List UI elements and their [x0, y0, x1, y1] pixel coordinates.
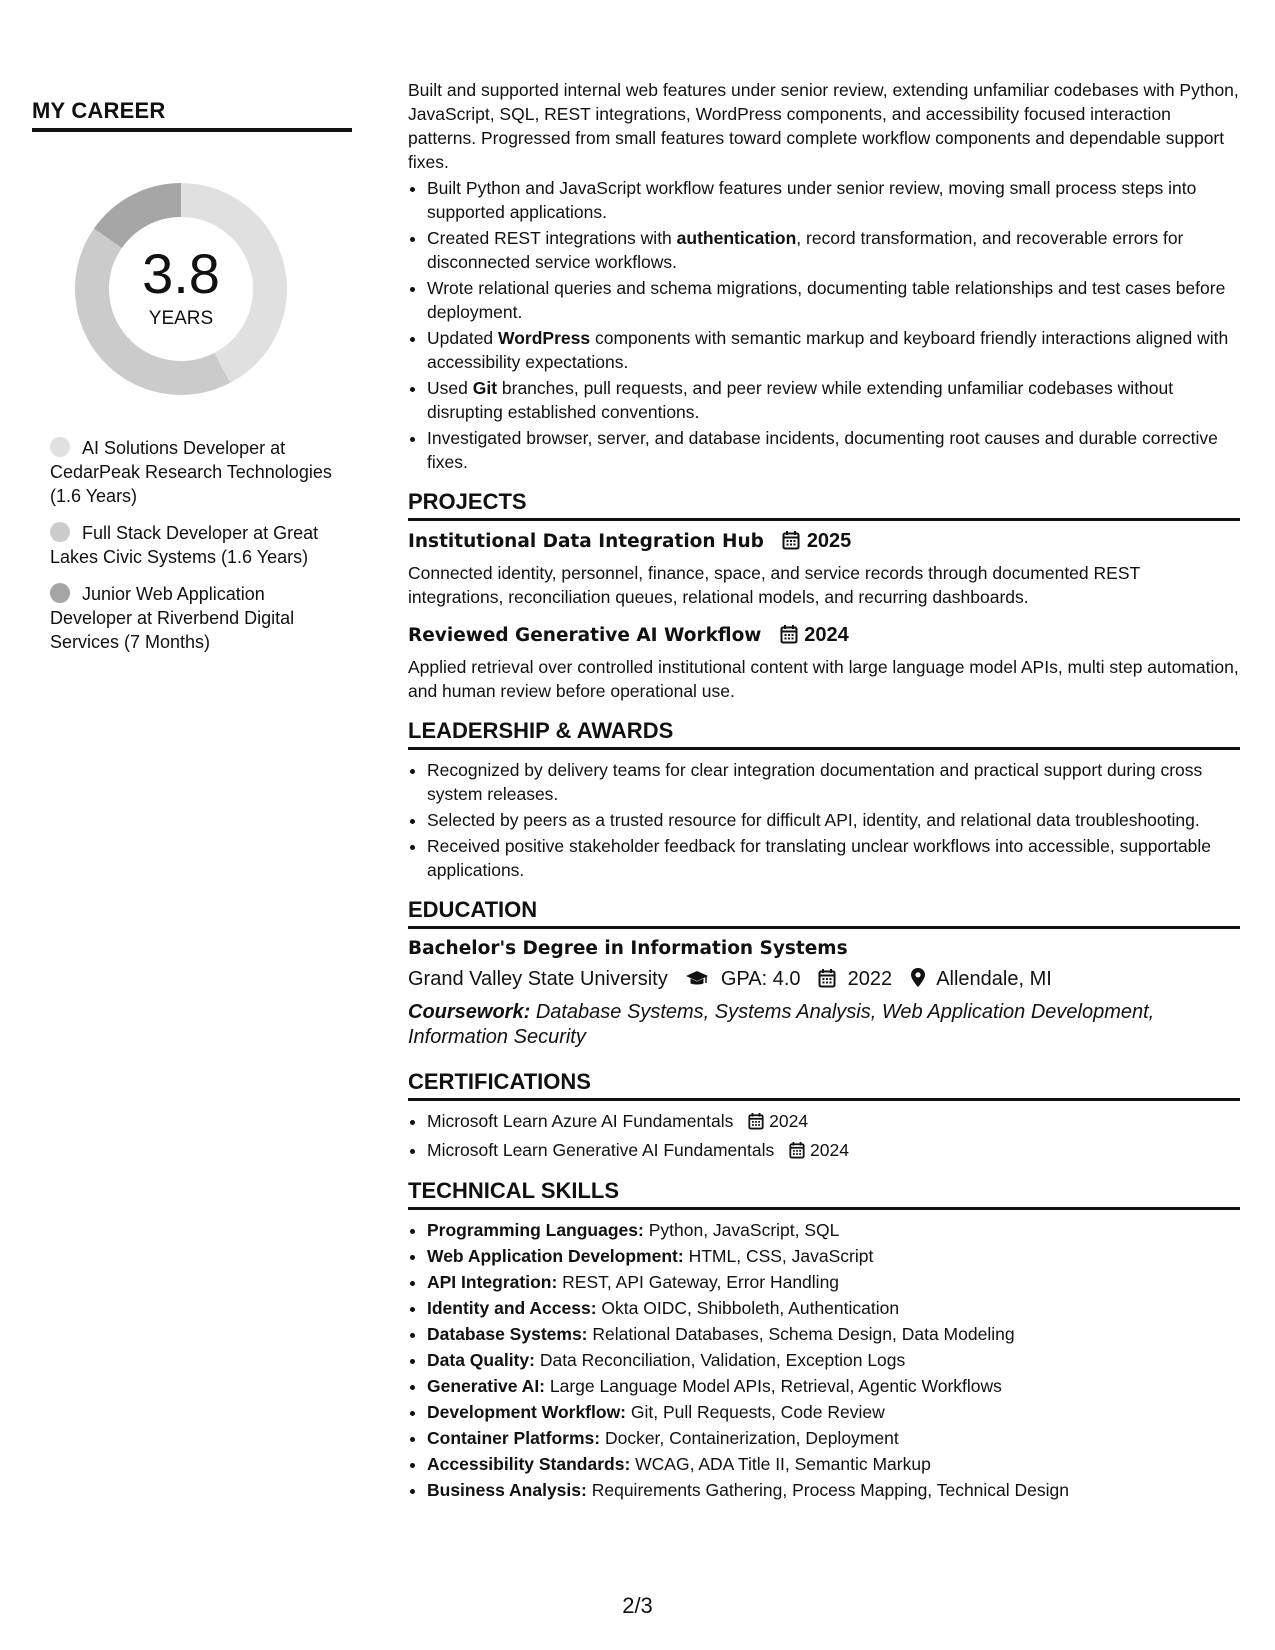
donut-center: [66, 174, 296, 404]
list-item: [427, 1452, 1240, 1476]
legend-item: [50, 436, 335, 508]
project-name: Institutional Data Integration Hub: [408, 531, 764, 552]
project-name: Reviewed Generative AI Workflow: [408, 625, 762, 646]
career-total-value: 3.8: [142, 242, 220, 305]
coursework-list: Database Systems, Systems Analysis, Web Application Development, Information Security: [408, 1001, 1155, 1048]
list-item: [427, 376, 1240, 424]
skills-list: [408, 1218, 1240, 1502]
certifications-section: [408, 1070, 1240, 1165]
skill-category: Development Workflow:: [427, 1402, 627, 1422]
skill-values: Large Language Model APIs, Retrieval, Agentic Workflows: [549, 1376, 1002, 1396]
certification-year: 2024: [769, 1111, 809, 1131]
list-item: • Selected by peers as a trusted resource for difficult API, identity, and relational data troubleshooting.: [427, 808, 1240, 832]
skill-category: API Integration:: [427, 1272, 558, 1292]
bullet-emphasis: authentication: [676, 228, 797, 248]
bullet-text: branches, pull requests, and peer review while extending unfamiliar codebases without disrupting established conventions.: [427, 378, 1174, 422]
project-title: [408, 623, 1240, 651]
school-name: Grand Valley State University: [408, 968, 668, 990]
career-sidebar: [32, 98, 352, 667]
list-item: [427, 1426, 1240, 1450]
bullet-text: Updated: [427, 328, 499, 348]
list-item: [427, 1348, 1240, 1372]
projects-section: [408, 490, 1240, 703]
list-item: [427, 1296, 1240, 1320]
education-meta: [408, 967, 1240, 994]
coursework-label: Coursework:: [408, 1001, 531, 1023]
skill-category: Generative AI:: [427, 1376, 546, 1396]
section-title-leadership: LEADERSHIP & AWARDS: [408, 719, 1240, 750]
calendar-icon: [818, 968, 836, 994]
skill-category: Database Systems:: [427, 1324, 588, 1344]
sidebar-title: MY CAREER: [32, 98, 352, 132]
leadership-bullets: [408, 758, 1240, 882]
coursework: [408, 1000, 1240, 1050]
calendar-icon: [748, 1112, 764, 1136]
section-title-certifications: CERTIFICATIONS: [408, 1070, 1240, 1101]
bullet-emphasis: WordPress: [498, 328, 591, 348]
legend-label: Full Stack Developer at Great Lakes Civic Systems (1.6 Years): [50, 523, 319, 567]
calendar-icon: [782, 530, 800, 557]
list-item: [427, 226, 1240, 274]
experience-section: [408, 78, 1240, 474]
leadership-section: [408, 719, 1240, 882]
bullet-text: Wrote relational queries and schema migrations, documenting table relationships and test cases before deployment.: [427, 278, 1226, 322]
legend-label: Junior Web Application Developer at Riverbend Digital Services (7 Months): [50, 584, 295, 652]
list-item: [427, 1138, 1240, 1165]
bullet-text: Used: [427, 378, 473, 398]
certifications-list: [408, 1109, 1240, 1165]
graduation-year: 2022: [847, 968, 893, 990]
list-item: [427, 1270, 1240, 1294]
skill-category: Programming Languages:: [427, 1220, 644, 1240]
skill-category: Business Analysis:: [427, 1480, 587, 1500]
experience-summary: Built and supported internal web features under senior review, extending unfamiliar codebases with Python, JavaScript, SQL, REST integrations, WordPress components, and accessibility focused interaction patterns. Progressed from small features toward complete workflow components and dependable support fixes.: [408, 80, 1239, 172]
career-donut-chart: [66, 174, 296, 404]
graduation-cap-icon: [685, 970, 709, 994]
skill-category: Web Application Development:: [427, 1246, 684, 1266]
skill-values: Relational Databases, Schema Design, Data Modeling: [592, 1324, 1015, 1344]
career-total-unit: YEARS: [148, 308, 214, 329]
legend-item: [50, 582, 335, 654]
skill-values: Git, Pull Requests, Code Review: [630, 1402, 885, 1422]
map-pin-icon: [910, 967, 926, 994]
project-year: 2024: [804, 624, 849, 646]
list-item: • Received positive stakeholder feedback for translating unclear workflows into accessible, supportable applications.: [427, 834, 1240, 882]
skill-values: Requirements Gathering, Process Mapping, Technical Design: [591, 1480, 1070, 1500]
calendar-icon: [789, 1141, 805, 1165]
section-title-education: EDUCATION: [408, 898, 1240, 929]
bullet-emphasis: Git: [472, 378, 498, 398]
project-description: Applied retrieval over controlled institutional content with large language model APIs, multi step automation, and human review before operational use.: [408, 657, 1239, 701]
resume-main: [408, 78, 1240, 1504]
list-item: [427, 426, 1240, 474]
legend-swatch: [50, 583, 70, 603]
school-location: Allendale, MI: [936, 968, 1052, 990]
list-item: [427, 326, 1240, 374]
gpa: GPA: 4.0: [720, 968, 801, 990]
section-title-projects: PROJECTS: [408, 490, 1240, 521]
list-item: [427, 1374, 1240, 1398]
list-item: • Recognized by delivery teams for clear integration documentation and practical support during cross system releases.: [427, 758, 1240, 806]
calendar-icon: [780, 624, 798, 651]
list-item: [427, 276, 1240, 324]
skill-values: Okta OIDC, Shibboleth, Authentication: [601, 1298, 900, 1318]
certification-name: Microsoft Learn Generative AI Fundamentals: [427, 1140, 775, 1160]
bullet-text: , record transformation, and recoverable errors for disconnected service workflows.: [427, 228, 1184, 272]
skill-category: Container Platforms:: [427, 1428, 601, 1448]
skill-values: Docker, Containerization, Deployment: [604, 1428, 899, 1448]
list-item: [427, 176, 1240, 224]
list-item: [427, 1218, 1240, 1242]
list-item: [427, 1478, 1240, 1502]
degree-title: Bachelor's Degree in Information Systems: [408, 938, 848, 959]
bullet-text: Created REST integrations with: [427, 228, 677, 248]
list-item: [427, 1322, 1240, 1346]
section-title-skills: TECHNICAL SKILLS: [408, 1179, 1240, 1210]
legend-label: AI Solutions Developer at CedarPeak Research Technologies (1.6 Years): [50, 438, 332, 506]
skill-values: HTML, CSS, JavaScript: [688, 1246, 874, 1266]
skill-values: Python, JavaScript, SQL: [648, 1220, 840, 1240]
certification-year: 2024: [810, 1140, 849, 1160]
skill-category: Data Quality:: [427, 1350, 535, 1370]
project-title: [408, 529, 1240, 557]
list-item: [427, 1109, 1240, 1136]
skill-values: Data Reconciliation, Validation, Exception Logs: [539, 1350, 906, 1370]
bullet-text: Investigated browser, server, and database incidents, documenting root causes and durable corrective fixes.: [427, 428, 1218, 472]
skill-values: WCAG, ADA Title II, Semantic Markup: [635, 1454, 931, 1474]
education-section: [408, 898, 1240, 1050]
project-year: 2025: [806, 530, 852, 552]
skill-values: REST, API Gateway, Error Handling: [562, 1272, 840, 1292]
legend-swatch: [50, 437, 70, 457]
certification-name: Microsoft Learn Azure AI Fundamentals: [427, 1111, 734, 1131]
legend-item: [50, 521, 335, 569]
list-item: [427, 1400, 1240, 1424]
project-description: Connected identity, personnel, finance, space, and service records through documented REST integrations, reconciliation queues, relational models, and recurring dashboards.: [408, 563, 1140, 607]
skills-section: [408, 1179, 1240, 1502]
page-number: 2/3: [622, 1593, 653, 1618]
skill-category: Accessibility Standards:: [427, 1454, 631, 1474]
skill-category: Identity and Access:: [427, 1298, 597, 1318]
experience-bullets: [408, 176, 1240, 474]
legend-swatch: [50, 522, 70, 542]
list-item: [427, 1244, 1240, 1268]
bullet-text: components with semantic markup and keyboard friendly interactions aligned with accessibility expectations.: [427, 328, 1229, 372]
bullet-text: Built Python and JavaScript workflow features under senior review, moving small process steps into supported applications.: [427, 178, 1197, 222]
career-legend: [50, 436, 335, 654]
